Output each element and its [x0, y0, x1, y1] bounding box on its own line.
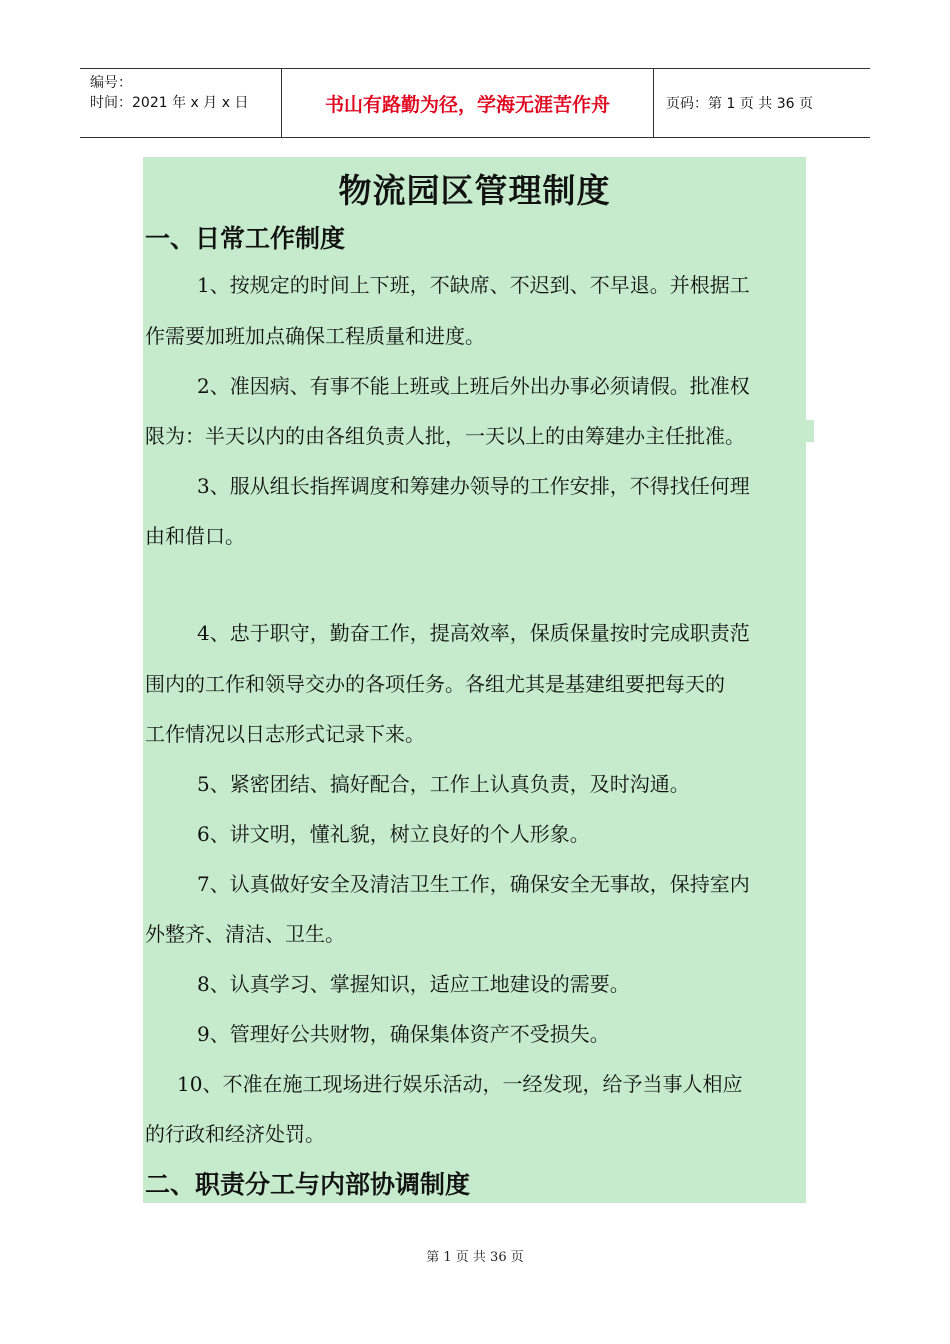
paragraph-line: 9、管理好公共财物，确保集体资产不受损失。 — [177, 1022, 610, 1046]
paragraph-line: 2、准因病、有事不能上班或上班后外出办事必须请假。批准权 — [177, 374, 750, 398]
paragraph-line: 外整齐、清洁、卫生。 — [145, 922, 345, 946]
paragraph-line: 由和借口。 — [145, 524, 245, 548]
paragraph-line: 5、紧密团结、搞好配合，工作上认真负责，及时沟通。 — [177, 772, 690, 796]
paragraph-line: 作需要加班加点确保工程质量和进度。 — [145, 324, 485, 348]
page-footer: 第 1 页 共 36 页 — [426, 1250, 524, 1265]
paragraph-line: 4、忠于职守，勤奋工作，提高效率，保质保量按时完成职责范 — [177, 621, 750, 645]
paragraph-line: 8、认真学习、掌握知识，适应工地建设的需要。 — [177, 972, 630, 996]
paragraph-line: 3、服从组长指挥调度和筹建办领导的工作安排，不得找任何理 — [177, 474, 750, 498]
page-header — [80, 68, 870, 138]
section-heading-2: 二、职责分工与内部协调制度 — [145, 1170, 471, 1199]
paragraph-line: 6、讲文明，懂礼貌，树立良好的个人形象。 — [177, 822, 590, 846]
highlight-overflow — [806, 420, 814, 442]
paragraph-line: 工作情况以日志形式记录下来。 — [145, 722, 425, 746]
header-motto: 书山有路勤为径，学海无涯苦作舟 — [282, 69, 654, 137]
paragraph-line: 围内的工作和领导交办的各项任务。各组尤其是基建组要把每天的 — [145, 672, 725, 696]
number-label: 编号： — [90, 75, 132, 91]
header-page-info: 页码：第 1 页 共 36 页 — [666, 96, 813, 112]
document-title: 物流园区管理制度 — [338, 171, 611, 210]
paragraph-line: 的行政和经济处罚。 — [145, 1122, 325, 1146]
date-label: 时间：2021 年 x 月 x 日 — [90, 95, 249, 111]
header-meta — [80, 69, 282, 137]
paragraph-line: 10、不准在施工现场进行娱乐活动，一经发现，给予当事人相应 — [177, 1072, 743, 1096]
paragraph-line: 限为：半天以内的由各组负责人批，一天以上的由筹建办主任批准。 — [145, 424, 745, 448]
section-heading-1: 一、日常工作制度 — [145, 224, 346, 253]
paragraph-line: 1、按规定的时间上下班，不缺席、不迟到、不早退。并根据工 — [177, 273, 750, 297]
paragraph-line: 7、认真做好安全及清洁卫生工作，确保安全无事故，保持室内 — [177, 872, 750, 896]
document-body — [143, 157, 806, 1203]
